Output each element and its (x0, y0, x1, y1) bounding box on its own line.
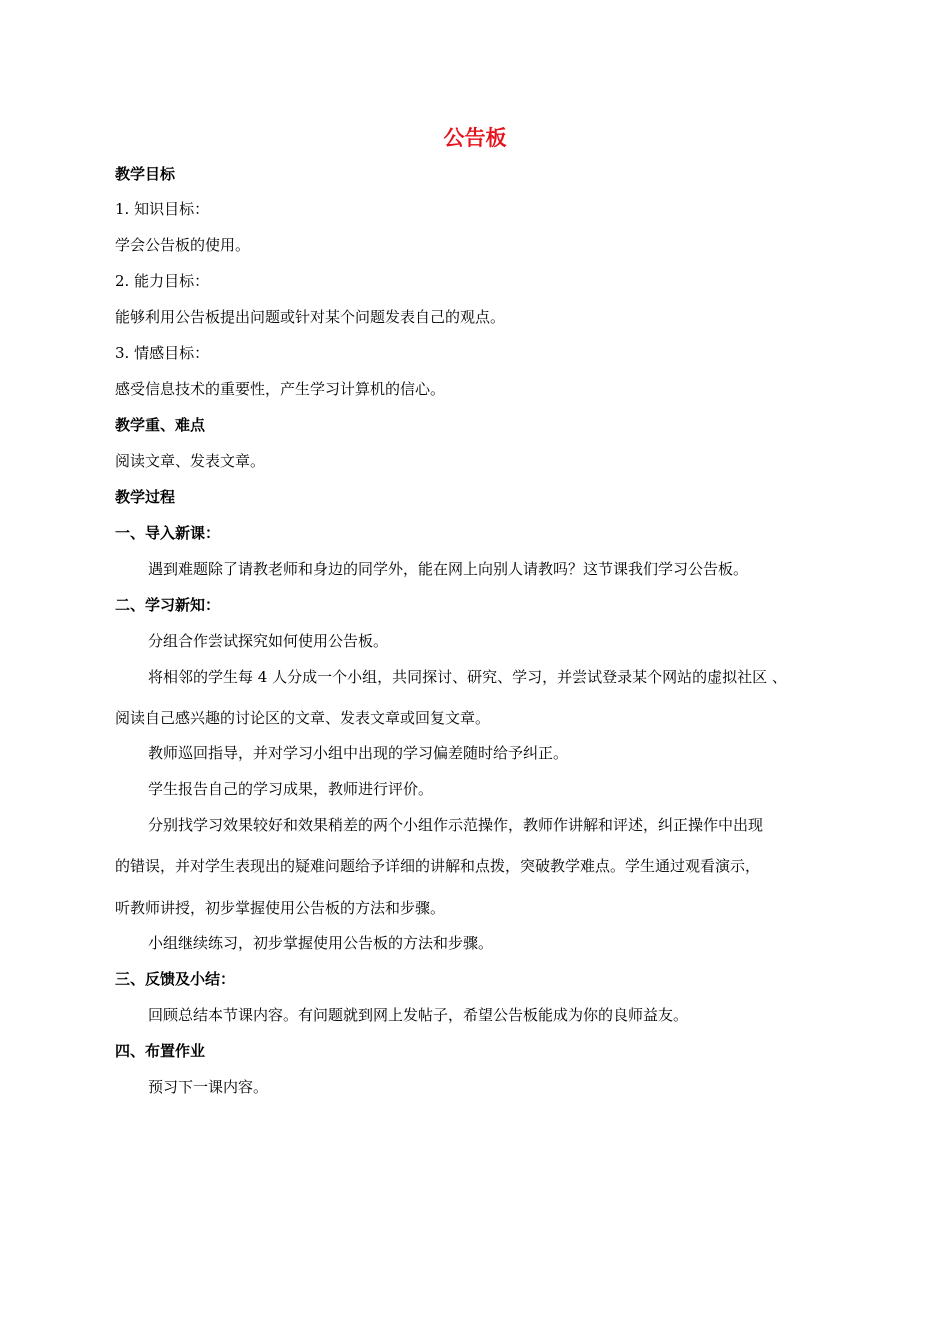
section-heading-objectives: 教学目标 (115, 165, 176, 183)
paragraph: 教师巡回指导，并对学习小组中出现的学习偏差随时给予纠正。 (148, 744, 569, 762)
paragraph: 回顾总结本节课内容。有问题就到网上发帖子，希望公告板能成为你的良师益友。 (148, 1006, 689, 1024)
paragraph: 能够利用公告板提出问题或针对某个问题发表自己的观点。 (115, 308, 506, 326)
list-item-emotion-goal: 3. 情感目标： (115, 344, 210, 362)
paragraph: 感受信息技术的重要性，产生学习计算机的信心。 (115, 380, 446, 398)
subsection-heading-summary: 三、反馈及小结： (115, 970, 236, 988)
section-heading-process: 教学过程 (115, 488, 176, 506)
subsection-heading-new-knowledge: 二、学习新知： (115, 596, 221, 614)
subsection-heading-homework: 四、布置作业 (115, 1042, 206, 1060)
paragraph-continuation: 的错误，并对学生表现出的疑难问题给予详细的讲解和点拨，突破教学难点。学生通过观看演示， (115, 857, 761, 875)
paragraph: 分别找学习效果较好和效果稍差的两个小组作示范操作，教师作讲解和评述，纠正操作中出现 (148, 816, 764, 834)
paragraph: 学生报告自己的学习成果，教师进行评价。 (148, 780, 434, 798)
paragraph: 遇到难题除了请教老师和身边的同学外，能在网上向别人请教吗？这节课我们学习公告板。 (148, 560, 749, 578)
section-heading-key-points: 教学重、难点 (115, 416, 206, 434)
paragraph: 预习下一课内容。 (148, 1078, 269, 1096)
paragraph-continuation: 阅读自己感兴趣的讨论区的文章、发表文章或回复文章。 (115, 709, 491, 727)
paragraph: 学会公告板的使用。 (115, 236, 251, 254)
paragraph: 分组合作尝试探究如何使用公告板。 (148, 632, 389, 650)
paragraph: 阅读文章、发表文章。 (115, 452, 266, 470)
list-item-ability-goal: 2. 能力目标： (115, 272, 210, 290)
paragraph-continuation: 听教师讲授，初步掌握使用公告板的方法和步骤。 (115, 899, 446, 917)
list-item-knowledge-goal: 1. 知识目标： (115, 200, 210, 218)
document-title: 公告板 (443, 125, 507, 150)
subsection-heading-intro: 一、导入新课： (115, 524, 221, 542)
paragraph: 小组继续练习，初步掌握使用公告板的方法和步骤。 (148, 934, 494, 952)
paragraph: 将相邻的学生每 4 人分成一个小组，共同探讨、研究、学习，并尝试登录某个网站的虚拟社区 、 (148, 668, 787, 686)
